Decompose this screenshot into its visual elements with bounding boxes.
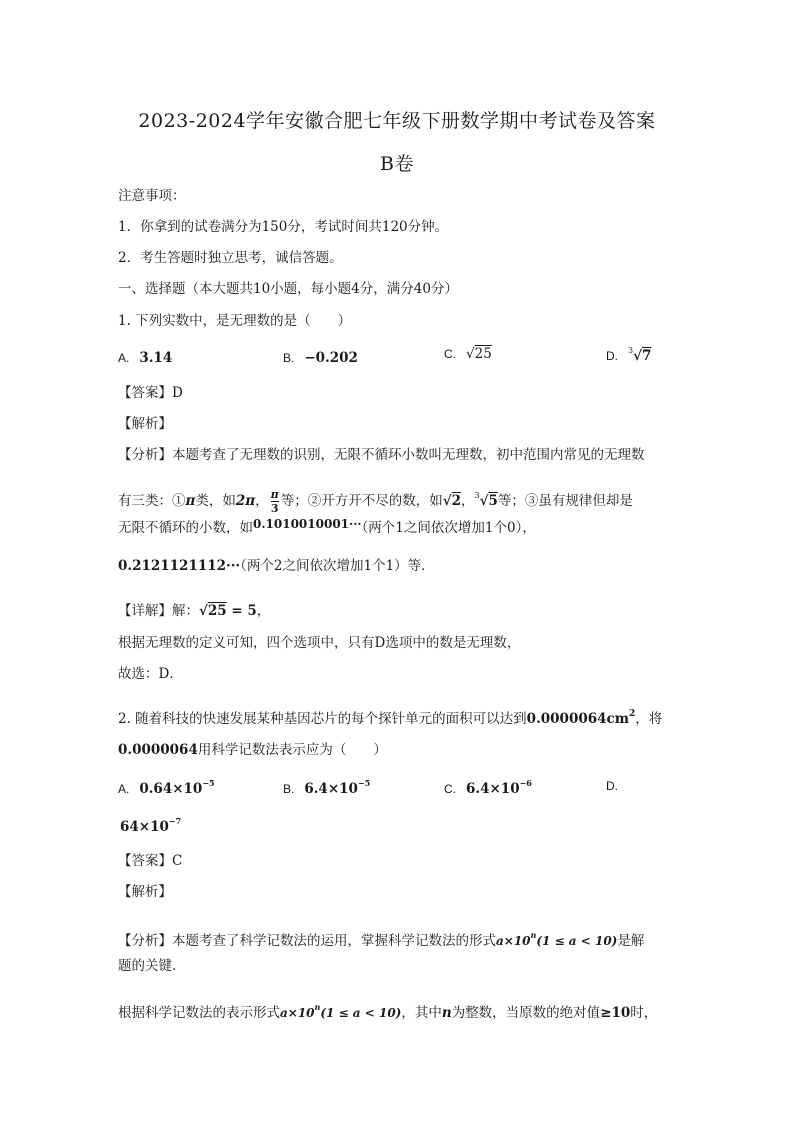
text: ，将 <box>635 711 663 727</box>
q1-detail-line-1 <box>118 601 270 621</box>
radical-index: 3 <box>628 346 634 355</box>
fraction <box>271 489 279 515</box>
text: 等；③虽有规律但却是 <box>497 493 633 509</box>
option-label: A. <box>118 351 130 365</box>
q2-option-b <box>283 778 370 797</box>
q2-option-d-label <box>606 778 628 794</box>
option-exponent: −6 <box>519 778 532 788</box>
q2-analysis-line-1 <box>118 925 644 951</box>
q1-analysis-line-2 <box>118 486 633 515</box>
text: 是解 <box>617 933 645 949</box>
text: 类，如 <box>195 493 236 509</box>
math-expr: 25 <box>207 603 227 619</box>
notice-item-1: 1．你拿到的试卷满分为150分，考试时间共120分钟。 <box>118 219 449 235</box>
math-sup: n <box>530 930 537 940</box>
text: ， <box>461 493 475 509</box>
text: 【分析】本题考查了科学记数法的运用，掌握科学记数法的形式 <box>118 933 496 949</box>
math-expr: = 5 <box>226 603 257 619</box>
q2-answer: 【答案】C <box>118 853 183 869</box>
option-label: D. <box>606 349 618 363</box>
text: （两个1之间依次增加1个0）， <box>361 520 536 536</box>
sqrt-symbol-icon: √ <box>633 348 642 364</box>
q1-detail-line-2: 根据无理数的定义可知，四个选项中，只有D选项中的数是无理数， <box>118 635 521 651</box>
text: ， <box>255 493 269 509</box>
text: 无限不循环的小数，如 <box>118 520 253 536</box>
option-label: B. <box>283 351 295 365</box>
notice-heading: 注意事项： <box>118 188 186 204</box>
question-2-stem-line-1 <box>118 704 662 729</box>
question-1-stem: 1. 下列实数中，是无理数的是（ ） <box>118 313 352 329</box>
math-expr: 0.0000064 <box>118 742 198 758</box>
option-value: 25 <box>474 346 492 362</box>
sqrt-symbol-icon: √ <box>442 493 452 509</box>
option-label: C. <box>444 347 456 361</box>
page-subtitle: B卷 <box>380 153 414 175</box>
option-label: D. <box>606 779 618 793</box>
q2-analysis-line-3 <box>118 997 657 1023</box>
q2-analysis-heading: 【解析】 <box>118 884 172 900</box>
fraction-denominator: 3 <box>270 501 279 515</box>
text: 【详解】解： <box>118 603 199 619</box>
math-expr: (1 ≤ a < 10) <box>320 1006 402 1020</box>
text: 等；②开方开不尽的数，如 <box>280 493 443 509</box>
math-expr: ≥10 <box>600 1005 631 1021</box>
q1-answer: 【答案】D <box>118 385 183 401</box>
math-expr: (1 ≤ a < 10) <box>536 934 618 948</box>
sqrt-symbol-icon: √ <box>466 346 475 362</box>
math-expr: 5 <box>488 493 498 509</box>
option-value: 3.14 <box>139 350 173 366</box>
q1-option-d <box>606 346 651 364</box>
notice-item-2: 2．考生答题时独立思考，诚信答题。 <box>118 250 343 266</box>
option-label: B. <box>283 782 295 796</box>
text: 2. 随着科技的快速发展某种基因芯片的每个探针单元的面积可以达到 <box>118 711 527 727</box>
section-heading: 一、选择题（本大题共10小题，每小题4分，满分40分） <box>118 281 458 297</box>
option-value: 6.4×10 <box>466 781 520 797</box>
math-expr: a×10 <box>280 1006 315 1020</box>
q2-option-c <box>444 778 532 797</box>
q1-analysis-line-1: 【分析】本题考查了无理数的识别，无限不循环小数叫无理数，初中范围内常见的无理数 <box>118 447 645 463</box>
fraction-numerator: π <box>270 487 279 501</box>
q2-option-a <box>118 778 215 797</box>
q1-option-b <box>283 350 358 366</box>
option-exponent: −5 <box>202 778 215 788</box>
option-value: −0.202 <box>304 350 358 366</box>
sqrt-symbol-icon: √ <box>479 493 489 509</box>
math-sup: n <box>314 1002 321 1012</box>
math-expr: 0.0000064cm <box>526 711 630 727</box>
math-expr: 2 <box>451 493 462 509</box>
option-value: 6.4×10 <box>304 781 358 797</box>
option-value: 0.64×10 <box>139 781 203 797</box>
q2-analysis-line-2: 题的关键． <box>118 958 186 974</box>
option-exponent: −7 <box>168 816 182 826</box>
math-var: n <box>441 1005 452 1021</box>
option-value: 7 <box>641 348 652 364</box>
math-expr: 0.2121121112··· <box>118 558 241 574</box>
text: 有三类：① <box>118 493 186 509</box>
sqrt-symbol-icon: √ <box>199 603 208 619</box>
page-title: 2023-2024学年安徽合肥七年级下册数学期中考试卷及答案 <box>138 110 656 132</box>
text: 根据科学记数法的表示形式 <box>118 1005 280 1021</box>
q1-detail-line-3: 故选：D． <box>118 666 183 682</box>
math-expr: 0.1010010001··· <box>253 517 362 531</box>
text: 用科学记数法表示应为（ ） <box>197 742 387 758</box>
math-sup: 2 <box>629 709 636 719</box>
pi-symbol: π <box>185 493 196 509</box>
q1-option-c <box>444 346 492 362</box>
text: （两个2之间依次增加1个1）等． <box>240 558 435 574</box>
option-value: 64×10 <box>120 819 169 835</box>
math-expr: a×10 <box>496 934 531 948</box>
text: 时， <box>630 1005 658 1021</box>
text: 为整数，当原数的绝对值 <box>451 1005 601 1021</box>
q1-analysis-heading: 【解析】 <box>118 416 172 432</box>
math-expr: 2π <box>235 493 256 509</box>
q2-option-d <box>120 816 181 835</box>
option-label: C. <box>444 782 456 796</box>
radical-index: 3 <box>474 491 480 500</box>
q1-analysis-line-4 <box>118 556 435 576</box>
text: ，其中 <box>401 1005 442 1021</box>
option-label: A. <box>118 782 130 796</box>
option-exponent: −5 <box>357 778 371 788</box>
q1-analysis-line-3 <box>118 518 536 538</box>
text: ， <box>256 603 271 619</box>
question-2-stem-line-2 <box>118 740 387 760</box>
q1-option-a <box>118 350 172 366</box>
